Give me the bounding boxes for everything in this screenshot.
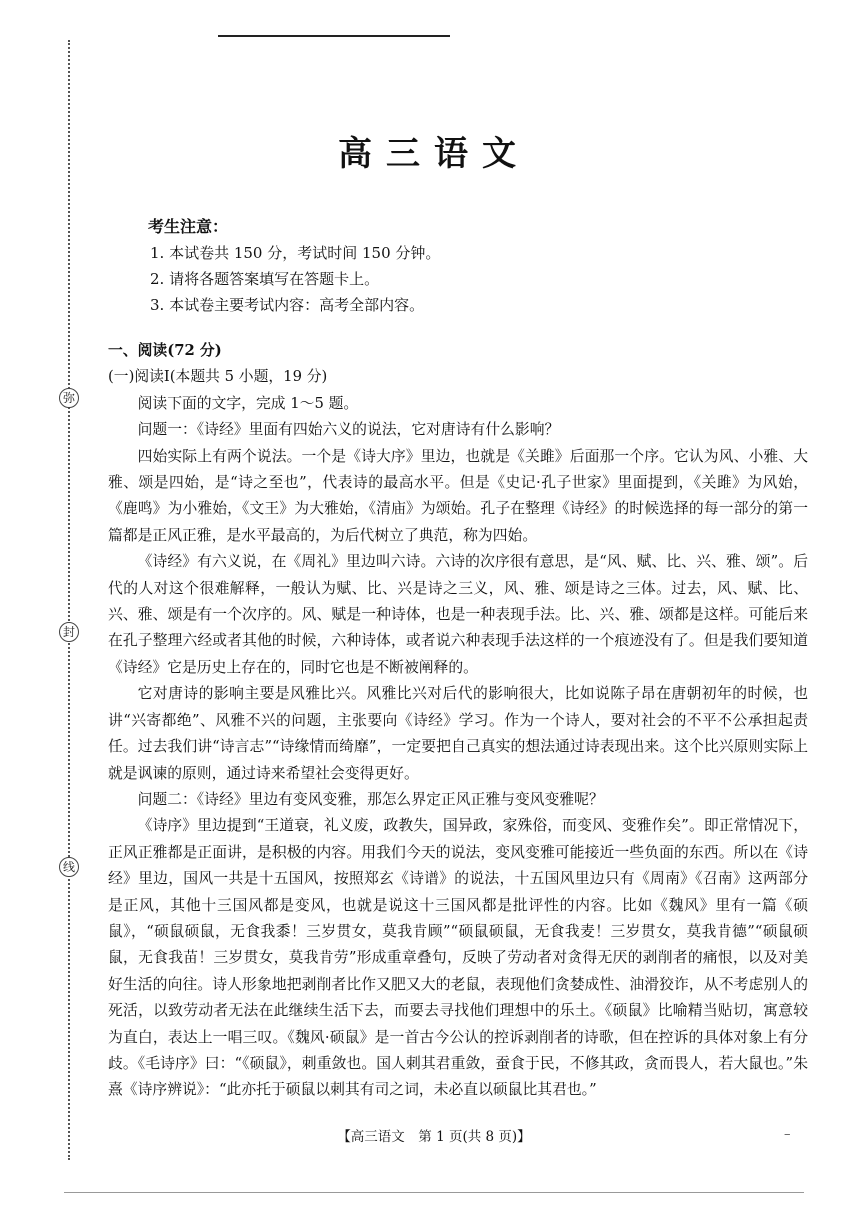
question-two: 问题二：《诗经》里边有变风变雅，那怎么界定正风正雅与变风变雅呢？ (137, 790, 604, 808)
paragraph: 《诗经》有六义说，在《周礼》里边叫六诗。六诗的次序很有意思，是“风、赋、比、兴、雅、颂”。后代的人对这个很难解释，一般认为赋、比、兴是诗之三义，风、雅、颂是诗之三体。过去，风、赋、比、兴、雅、颂是有一个次序的。风、赋是一种诗体，也是一种表现手法。比、兴、雅、颂都是这样。可能后来在孔子整理六经或者其他的时候，六种诗体，或者说六种表现手法这样的一个痕迹没有了。但是我们要知道《诗经》它是历史上存在的，同时它也是不断被阐释的。 (108, 553, 808, 676)
notice-item: 3. 本试卷主要考试内容：高考全部内容。 (150, 296, 425, 314)
bottom-rule (64, 1192, 804, 1193)
exam-notice (148, 214, 788, 318)
binding-mark-mi: 弥 (59, 388, 79, 408)
notice-title: 考生注意： (148, 217, 229, 236)
instruction: 阅读下面的文字，完成 1～5 题。 (137, 394, 359, 412)
page-title: 高三语文 (338, 134, 530, 174)
reading-section (108, 338, 808, 1104)
footer-mark: – (784, 1127, 791, 1142)
notice-item: 2. 请将各题答案填写在答题卡上。 (150, 270, 380, 288)
paragraph: 它对唐诗的影响主要是风雅比兴。风雅比兴对后代的影响很大，比如说陈子昂在唐朝初年的时候，也讲“兴寄都绝”、风雅不兴的问题，主张要向《诗经》学习。作为一个诗人，要对社会的不平不公承担起责任。过去我们讲“诗言志”“诗缘情而绮靡”，一定要把自己真实的想法通过诗表现出来。这个比兴原则实际上就是讽谏的原则，通过诗来希望社会变得更好。 (108, 685, 808, 782)
section-heading: 一、阅读(72 分) (108, 342, 222, 359)
page-footer: 【高三语文 第 1 页(共 8 页)】 (337, 1129, 531, 1145)
binding-mark-feng: 封 (59, 622, 79, 642)
notice-item: 1. 本试卷共 150 分，考试时间 150 分钟。 (150, 244, 441, 262)
binding-mark-xian: 线 (59, 857, 79, 877)
binding-dotted-line (68, 40, 70, 1160)
paragraph: 《诗序》里边提到“王道衰，礼义废，政教失，国异政，家殊俗，而变风、变雅作矣”。即正常情况下，正风正雅都是正面讲，是积极的内容。用我们今天的说法，变风变雅可能接近一些负面的东西。所以在《诗经》里边，国风一共是十五国风，按照郑玄《诗谱》的说法，十五国风里边只有《周南》《召南》这两部分是正风，其他十三国风都是变风，也就是说这十三国风都是批评性的内容。比如《魏风》里有一篇《硕鼠》，“硕鼠硕鼠，无食我黍！三岁贯女，莫我肯顾”“硕鼠硕鼠，无食我麦！三岁贯女，莫我肯德”“硕鼠硕鼠，无食我苗！三岁贯女，莫我肯劳”形成重章叠句，反映了劳动者对贪得无厌的剥削者的痛恨，以及对美好生活的向往。诗人形象地把剥削者比作又肥又大的老鼠，表现他们贪婪成性、油滑狡诈，从不考虑别人的死活，以致劳动者无法在此继续生活下去，而要去寻找他们理想中的乐土。《硕鼠》比喻精当贴切，寓意较为直白，表达上一唱三叹。《魏风·硕鼠》是一首古今公认的控诉剥削者的诗歌，但在控诉的具体对象上有分歧。《毛诗序》曰：“《硕鼠》，刺重敛也。国人刺其君重敛，蚕食于民，不修其政，贪而畏人，若大鼠也。”朱熹《诗序辨说》：“此亦托于硕鼠以刺其有司之词，未必直以硕鼠比其君也。” (108, 817, 808, 1099)
top-rule (218, 35, 450, 37)
question-one: 问题一：《诗经》里面有四始六义的说法，它对唐诗有什么影响？ (137, 421, 560, 439)
subsection-heading: (一)阅读Ⅰ(本题共 5 小题，19 分) (108, 368, 328, 386)
paragraph: 四始实际上有两个说法。一个是《诗大序》里边，也就是《关雎》后面那一个序。它认为风、小雅、大雅、颂是四始，是“诗之至也”，代表诗的最高水平。但是《史记·孔子世家》里面提到，《关雎》为风始，《鹿鸣》为小雅始，《文王》为大雅始，《清庙》为颂始。孔子在整理《诗经》的时候选择的每一部分的第一篇都是正风正雅，是水平最高的，为后代树立了典范，称为四始。 (108, 447, 808, 544)
